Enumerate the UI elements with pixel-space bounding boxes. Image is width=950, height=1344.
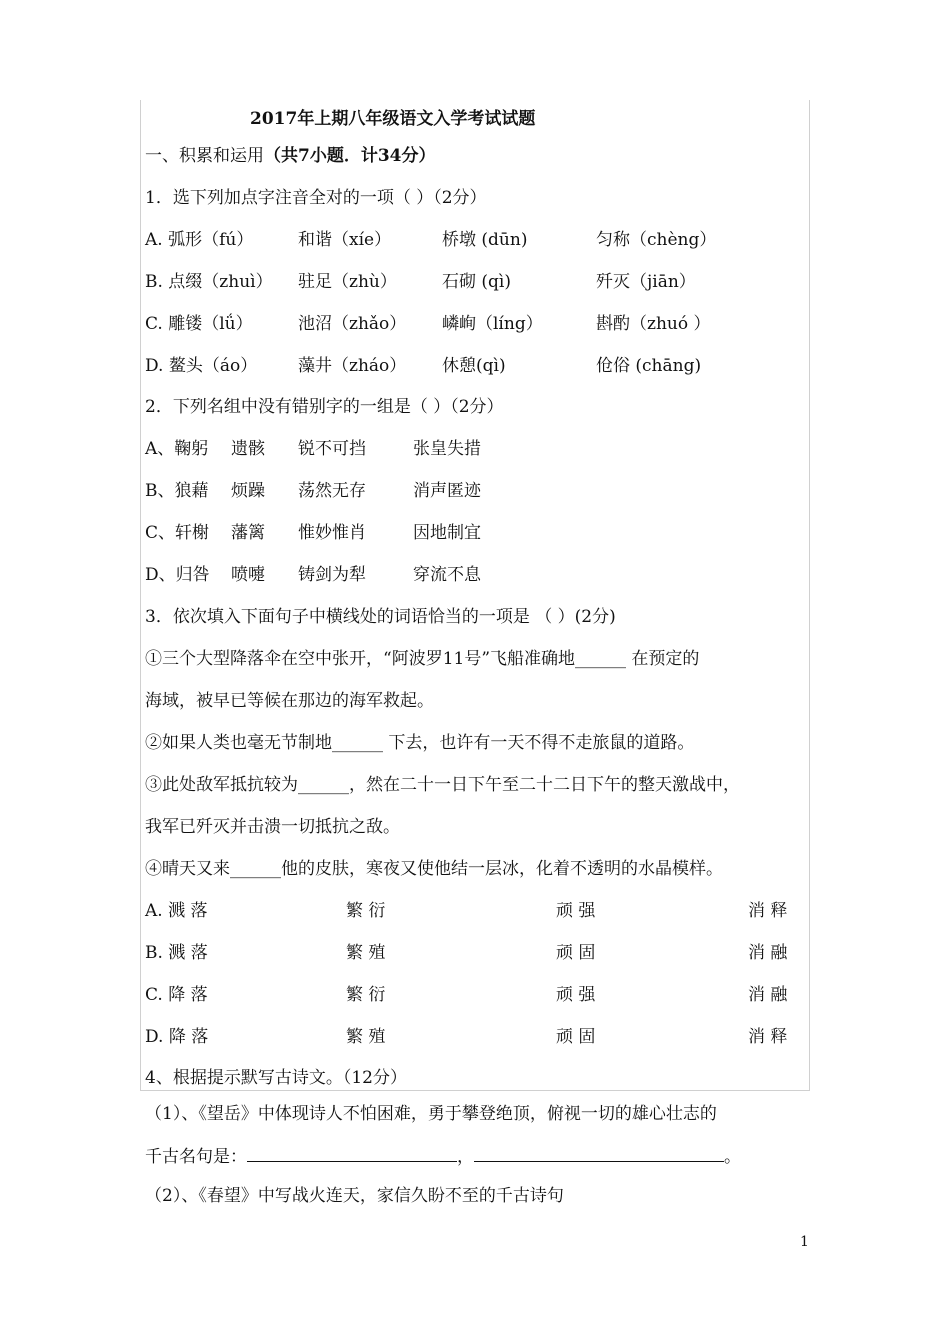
q2-option-3-1: 喷嚏 <box>231 565 265 585</box>
q2-option-3-2: 铸剑为犁 <box>298 565 366 585</box>
q3-option-2-1: 繁 衍 <box>346 985 386 1005</box>
q4-part1b <box>145 1145 741 1168</box>
q3-sentence-1b: 海域，被早已等候在那边的海军救起。 <box>145 691 434 711</box>
page-title: 2017年上期八年级语文入学考试试题 <box>250 109 536 129</box>
q2-option-2-2: 惟妙惟肖 <box>298 523 366 543</box>
q2-option-1-1: 烦躁 <box>231 481 265 501</box>
q3-option-1-0: B. 溅 落 <box>145 943 208 963</box>
section-heading <box>145 145 436 167</box>
q2-option-0-3: 张皇失措 <box>413 439 481 459</box>
q1-option-2-0: C. 雕镂（lǘ） <box>145 314 253 334</box>
q2-option-2-1: 藩篱 <box>231 523 265 543</box>
q2-option-1-0: B、狼藉 <box>145 481 209 501</box>
q3-sentence-4: ④晴天又来______他的皮肤，寒夜又使他结一层冰，化着不透明的水晶模样。 <box>145 859 723 879</box>
q2-option-0-2: 锐不可挡 <box>298 439 366 459</box>
q3-option-1-3: 消 融 <box>748 943 788 963</box>
answer-blank[interactable] <box>247 1145 457 1162</box>
q4-part1a: （1）、《望岳》中体现诗人不怕困难，勇于攀登绝顶，俯视一切的雄心壮志的 <box>145 1104 717 1124</box>
section-score: （共7小题．计34分） <box>264 146 436 166</box>
q3-option-1-2: 顽 固 <box>556 943 596 963</box>
q1-option-3-2: 休憩(qì) <box>442 356 506 376</box>
q1-option-0-2: 桥墩 (dūn) <box>442 230 528 250</box>
q2-option-0-1: 遗骸 <box>231 439 265 459</box>
q4-period: 。 <box>724 1147 741 1167</box>
q1-option-3-0: D. 鳌头（áo） <box>145 356 258 376</box>
q4-part2: （2）、《春望》中写战火连天，家信久盼不至的千古诗句 <box>145 1186 564 1206</box>
q1-option-1-3: 歼灭（jiān） <box>596 272 696 292</box>
q3-sentence-3b: 我军已歼灭并击溃一切抵抗之敌。 <box>145 817 400 837</box>
q3-option-1-1: 繁 殖 <box>346 943 386 963</box>
q1-option-1-0: B. 点缀（zhuì） <box>145 272 273 292</box>
q3-option-0-2: 顽 强 <box>556 901 596 921</box>
q1-option-1-2: 石砌 (qì) <box>442 272 511 292</box>
q2-option-3-3: 穿流不息 <box>413 565 481 585</box>
q2-option-1-3: 消声匿迹 <box>413 481 481 501</box>
q2-option-2-3: 因地制宜 <box>413 523 481 543</box>
q1-option-0-1: 和谐（xíe） <box>298 230 392 250</box>
q1-option-2-3: 斟酌（zhuó ） <box>596 314 711 334</box>
q3-option-0-0: A. 溅 落 <box>145 901 208 921</box>
q1-option-0-3: 匀称（chèng） <box>596 230 717 250</box>
q4-stem: 4、根据提示默写古诗文。（12分） <box>145 1068 407 1088</box>
q1-option-2-2: 嶙峋（líng） <box>442 314 543 334</box>
q1-stem: 1．选下列加点字注音全对的一项（ ）（2分） <box>145 188 487 208</box>
q3-option-0-3: 消 释 <box>748 901 788 921</box>
q3-option-2-0: C. 降 落 <box>145 985 208 1005</box>
q3-option-2-3: 消 融 <box>748 985 788 1005</box>
q1-option-3-1: 藻井（zháo） <box>298 356 407 376</box>
q2-option-0-0: A、鞠躬 <box>145 439 209 459</box>
q2-option-1-2: 荡然无存 <box>298 481 366 501</box>
answer-blank[interactable] <box>474 1145 724 1162</box>
q3-sentence-1a: ①三个大型降落伞在空中张开，“阿波罗11号”飞船准确地______ 在预定的 <box>145 649 700 669</box>
q3-sentence-2: ②如果人类也毫无节制地______ 下去，也许有一天不得不走旅鼠的道路。 <box>145 733 695 753</box>
section-label: 一、积累和运用 <box>145 146 264 166</box>
q3-option-2-2: 顽 强 <box>556 985 596 1005</box>
q4-part1b-label: 千古名句是： <box>145 1147 247 1167</box>
page-number: 1 <box>800 1234 809 1250</box>
q3-sentence-3a: ③此处敌军抵抗较为______，然在二十一日下午至二十二日下午的整天激战中， <box>145 775 740 795</box>
q3-option-0-1: 繁 衍 <box>346 901 386 921</box>
q1-option-3-3: 伧俗 (chāng) <box>596 356 702 376</box>
q3-option-3-2: 顽 固 <box>556 1027 596 1047</box>
q4-comma: ， <box>457 1147 474 1167</box>
q3-stem: 3．依次填入下面句子中横线处的词语恰当的一项是 （ ）(2分) <box>145 607 616 627</box>
q1-option-1-1: 驻足（zhù） <box>298 272 397 292</box>
q2-option-3-0: D、归咎 <box>145 565 210 585</box>
q3-option-3-0: D. 降 落 <box>145 1027 209 1047</box>
q2-option-2-0: C、轩榭 <box>145 523 210 543</box>
q2-stem: 2．下列名组中没有错别字的一组是（ ）（2分） <box>145 397 504 417</box>
q3-option-3-3: 消 释 <box>748 1027 788 1047</box>
q1-option-0-0: A. 弧形（fú） <box>145 230 254 250</box>
q1-option-2-1: 池沼（zhǎo） <box>298 314 407 334</box>
q3-option-3-1: 繁 殖 <box>346 1027 386 1047</box>
